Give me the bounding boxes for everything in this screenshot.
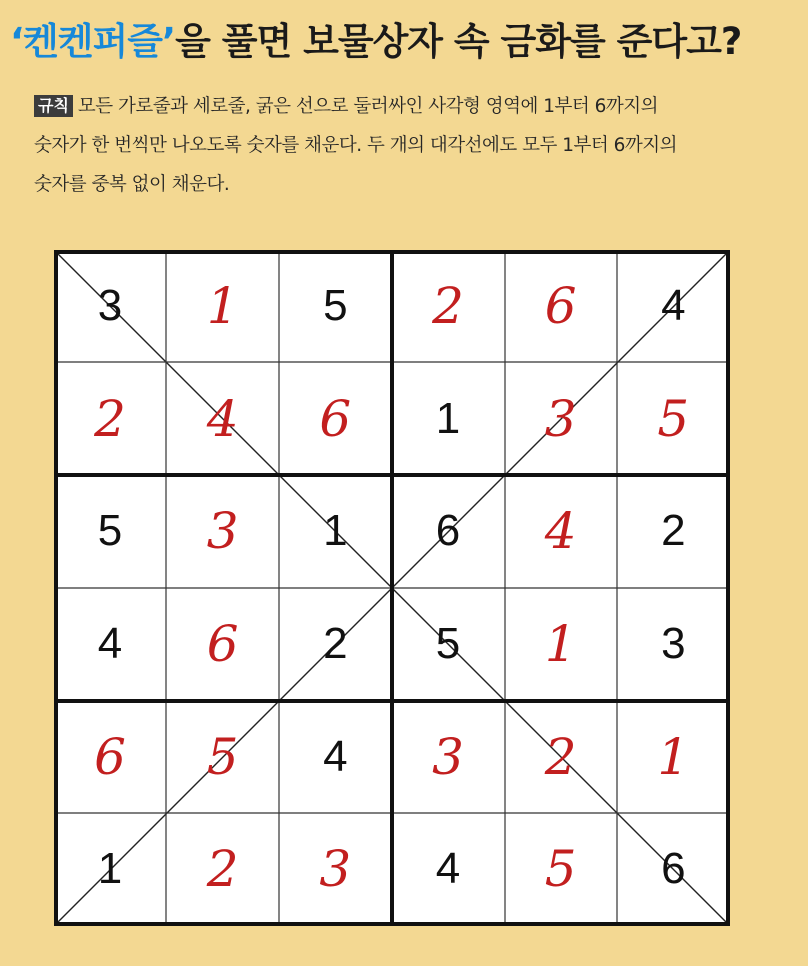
title-rest: 을 풀면 보물상자 속 금화를 준다고? — [175, 20, 742, 63]
title-accent: ‘켄켄퍼즐’ — [10, 20, 176, 63]
given-digit-cell[interactable]: 4 — [323, 731, 348, 781]
filled-digit-cell[interactable]: 5 — [206, 727, 239, 786]
puzzle-title — [10, 18, 800, 66]
filled-digit-cell[interactable]: 2 — [432, 277, 464, 335]
given-digit-cell[interactable]: 5 — [435, 619, 461, 668]
rules-line-2: 숫자가 한 번씩만 나오도록 숫자를 채운다. 두 개의 대각선에도 모두 1부터 6까지의 — [34, 135, 677, 156]
filled-digit-cell[interactable]: 2 — [94, 389, 126, 448]
rules-badge: 규칙 — [34, 95, 73, 117]
filled-digit-cell[interactable]: 5 — [657, 389, 690, 448]
filled-digit-cell[interactable]: 4 — [544, 502, 577, 561]
filled-digit-cell[interactable]: 4 — [206, 389, 239, 448]
given-digit-cell[interactable]: 5 — [97, 506, 123, 556]
given-digit-cell[interactable]: 1 — [323, 506, 348, 556]
given-digit-cell[interactable]: 2 — [323, 619, 348, 668]
filled-digit-cell[interactable]: 3 — [432, 727, 464, 786]
given-digit-cell[interactable]: 4 — [97, 619, 123, 668]
filled-digit-cell[interactable]: 2 — [544, 727, 577, 786]
filled-digit-cell[interactable]: 1 — [206, 277, 239, 335]
filled-digit-cell[interactable]: 1 — [544, 615, 577, 673]
filled-digit-cell[interactable]: 3 — [319, 840, 352, 899]
given-digit-cell[interactable]: 4 — [661, 281, 686, 330]
given-digit-cell[interactable]: 6 — [661, 844, 686, 894]
filled-digit-cell[interactable]: 6 — [319, 389, 352, 448]
rules-line-3: 숫자를 중복 없이 채운다. — [34, 174, 230, 195]
rules-text-1: 모든 가로줄과 세로줄, 굵은 선으로 둘러싸인 사각형 영역에 1부터 6까지의 — [77, 96, 659, 117]
filled-digit-cell[interactable]: 6 — [544, 277, 577, 335]
rules-line-1 — [34, 94, 658, 120]
filled-digit-cell[interactable]: 5 — [544, 840, 577, 899]
filled-digit-cell[interactable]: 1 — [657, 727, 690, 786]
given-digit-cell[interactable]: 1 — [97, 844, 123, 894]
given-digit-cell[interactable]: 3 — [661, 619, 686, 668]
given-digit-cell[interactable]: 6 — [435, 506, 461, 556]
given-digit-cell[interactable]: 4 — [435, 844, 461, 894]
given-digit-cell[interactable]: 3 — [97, 281, 123, 330]
given-digit-cell[interactable]: 2 — [661, 506, 686, 556]
filled-digit-cell[interactable]: 3 — [206, 502, 239, 561]
given-digit-cell[interactable]: 1 — [435, 393, 461, 443]
filled-digit-cell[interactable]: 3 — [544, 389, 577, 448]
filled-digit-cell[interactable]: 6 — [206, 615, 239, 673]
filled-digit-cell[interactable]: 6 — [94, 727, 126, 786]
given-digit-cell[interactable]: 5 — [323, 281, 348, 330]
filled-digit-cell[interactable]: 2 — [206, 840, 239, 899]
puzzle-board — [54, 250, 730, 926]
